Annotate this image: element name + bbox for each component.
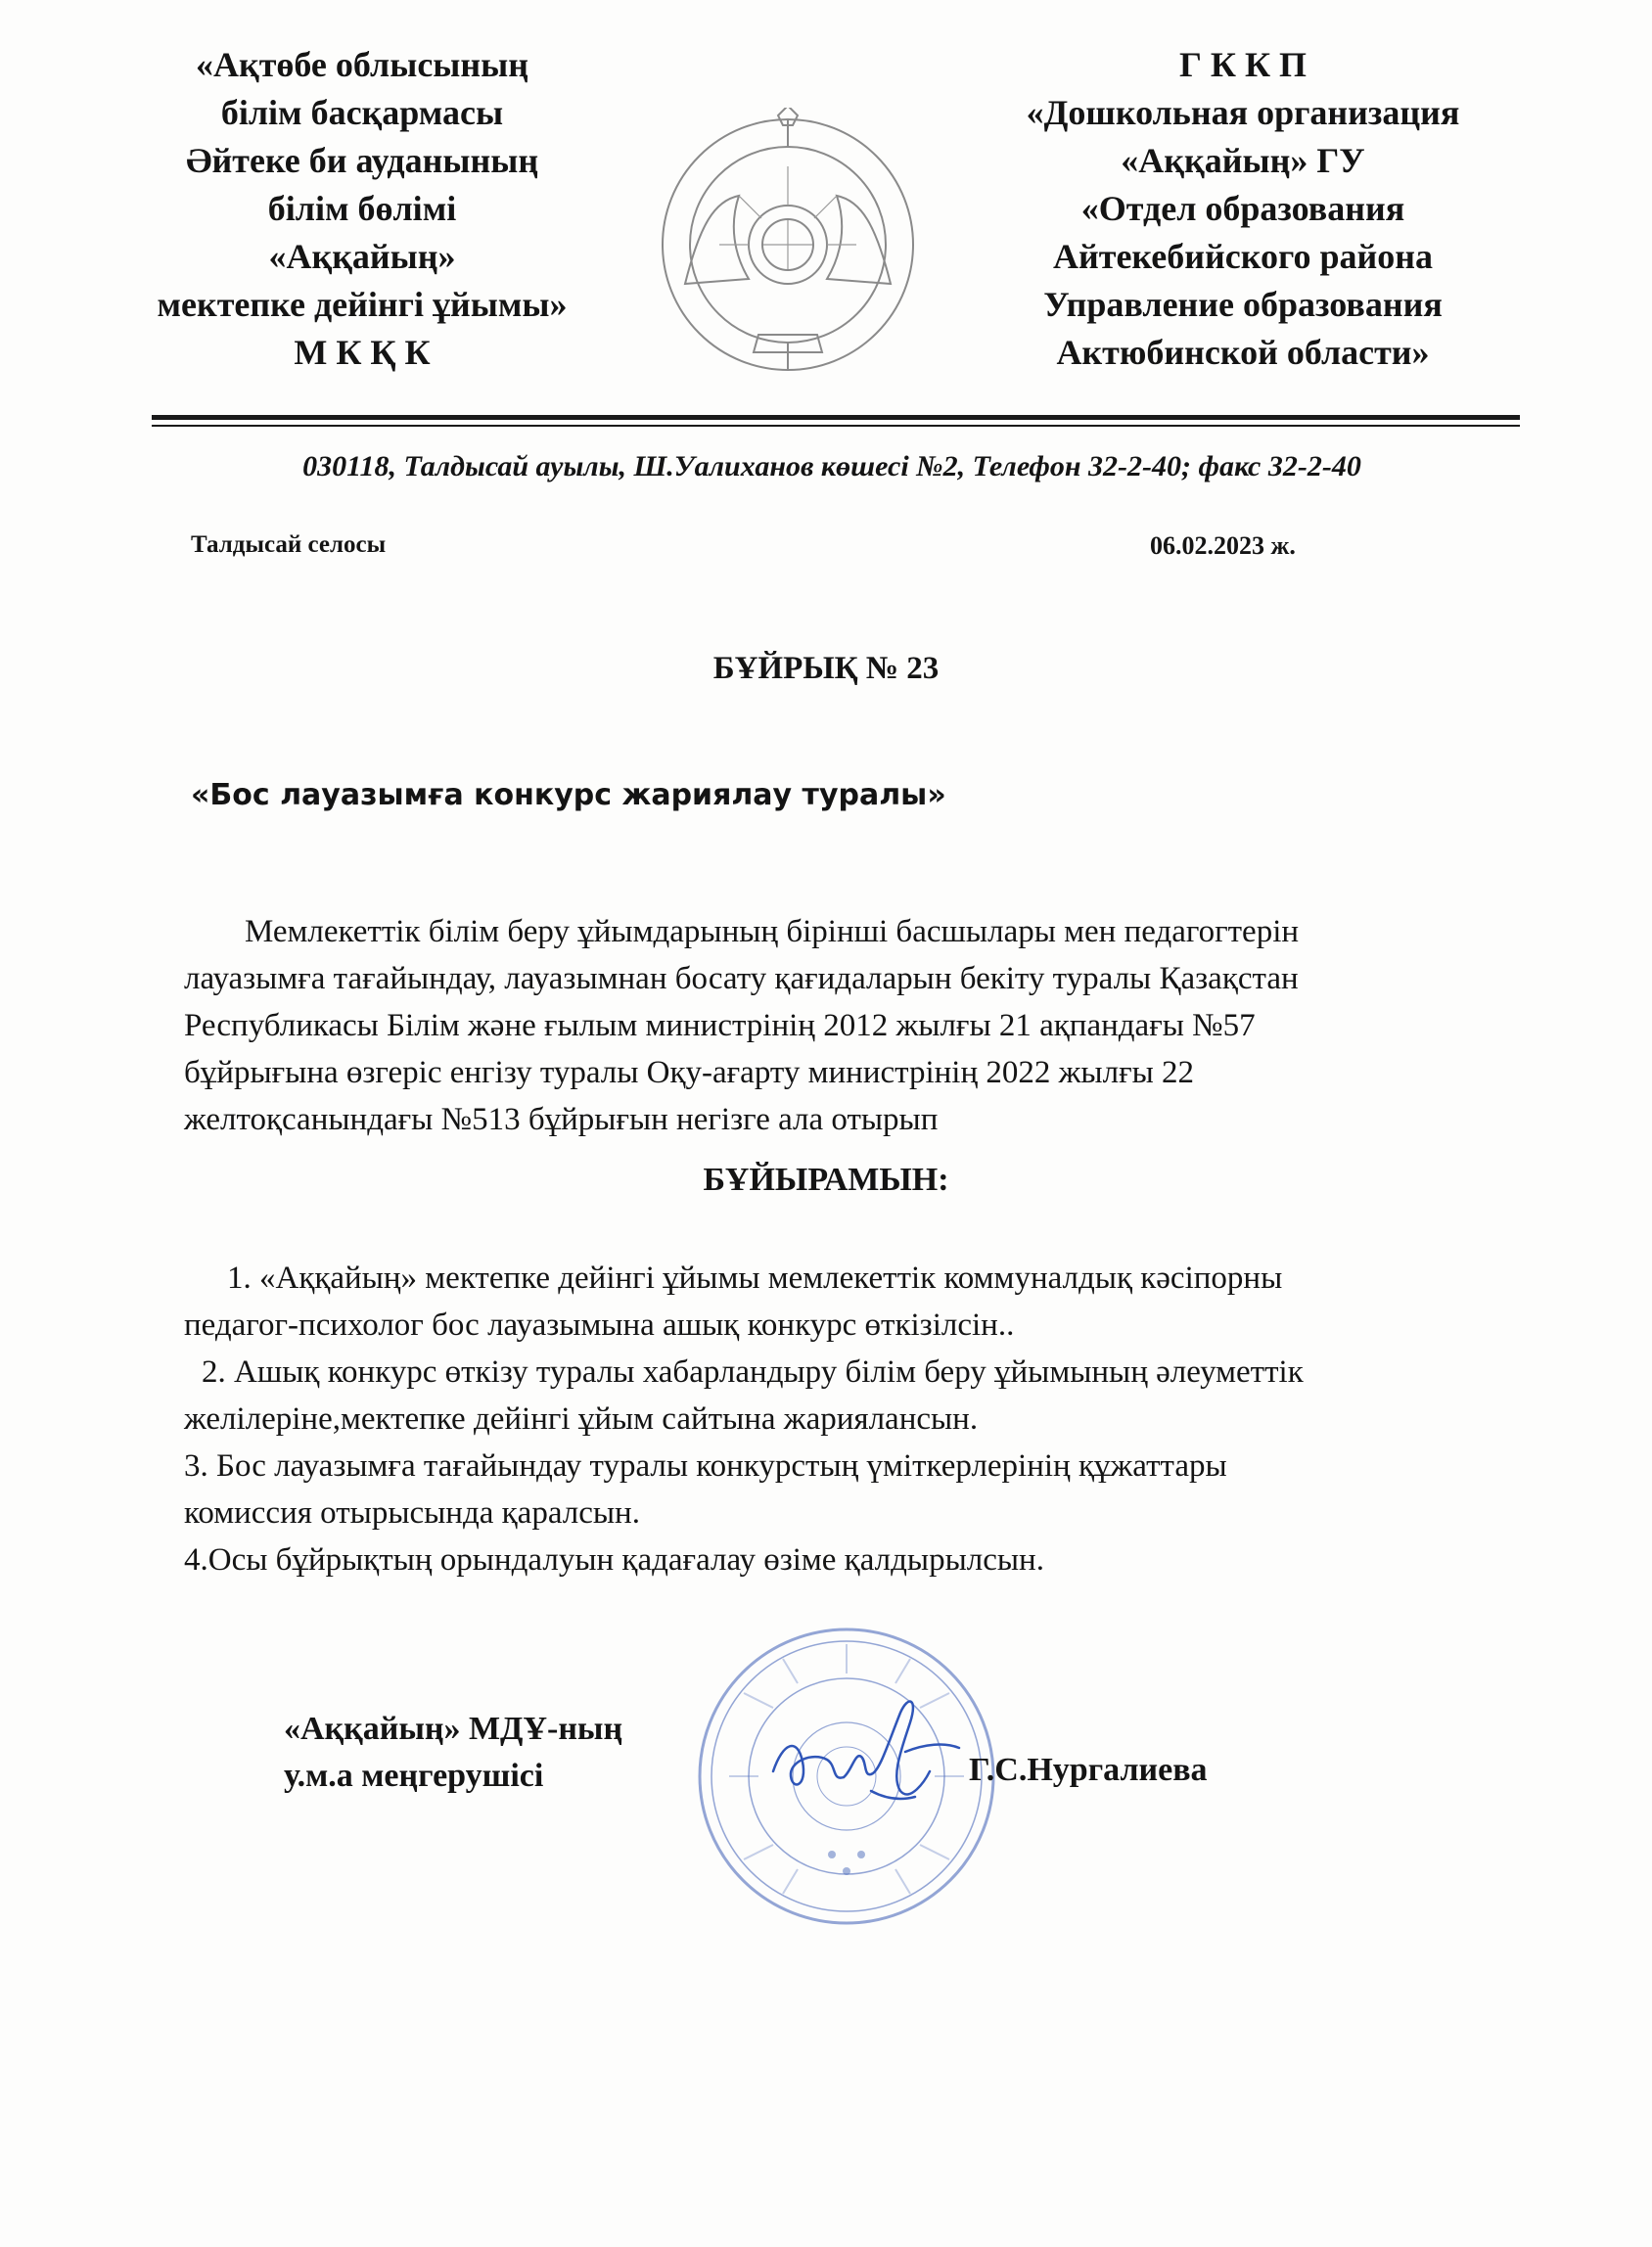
header-right-line: Айтекебийского района <box>1053 237 1433 276</box>
header-left-kazakh <box>157 41 568 377</box>
order-item-line: педагог-психолог бос лауазымына ашық конкурс өткізілсін.. <box>184 1307 1015 1343</box>
order-title: БҰЙРЫҚ № 23 <box>712 651 940 686</box>
order-items-list <box>184 1255 1515 1583</box>
order-item-line: комиссия отырысында қаралсын. <box>184 1495 640 1531</box>
preamble-line: Республикасы Білім және ғылым министрінің 2012 жылғы 21 ақпандағы №57 <box>184 1008 1256 1043</box>
preamble-line: бұйрығына өзгеріс енгізу туралы Оқу-ағарту министрінің 2022 жылғы 22 <box>184 1055 1195 1090</box>
order-item-line: 2. Ашық конкурс өткізу туралы хабарландыру білім беру ұйымының әлеуметтік <box>202 1354 1304 1390</box>
header-left-line: «Аққайың» <box>268 237 456 276</box>
place-label: Талдысай селосы <box>191 531 387 558</box>
header-divider-thick <box>152 415 1520 420</box>
header-left-line: М К Қ К <box>294 333 431 372</box>
handwritten-signature-icon <box>754 1683 969 1820</box>
signatory-name: Г.С.Нургалиева <box>969 1752 1208 1788</box>
preamble-line: лауазымға тағайындау, лауазымнан босату қағидаларын бекіту туралы Қазақстан <box>184 961 1299 996</box>
header-left-line: білім басқармасы <box>220 93 504 132</box>
state-emblem-icon <box>646 108 930 382</box>
order-item-line: 3. Бос лауазымға тағайындау туралы конкурстың үміткерлерінің құжаттары <box>184 1448 1227 1484</box>
header-divider-thin <box>152 425 1520 427</box>
header-right-line: «Дошкольная организация <box>1026 93 1460 132</box>
header-right-line: Актюбинской области» <box>1056 333 1430 372</box>
header-left-line: Әйтеке би ауданының <box>185 141 539 180</box>
header-right-russian <box>979 41 1507 377</box>
signatory-position-line: «Аққайың» МДҰ-ның <box>284 1711 623 1747</box>
header-right-line: «Аққайың» ГУ <box>1121 141 1365 180</box>
document-date: 06.02.2023 ж. <box>1150 531 1296 560</box>
header-left-line: білім бөлімі <box>267 189 457 228</box>
decree-heading: БҰЙЫРАМЫН: <box>703 1162 949 1198</box>
preamble-paragraph <box>184 908 1515 1143</box>
order-item-line: 1. «Аққайың» мектепке дейінгі ұйымы мемлекеттік коммуналдық кәсіпорны <box>227 1261 1283 1296</box>
preamble-line: желтоқсанындағы №513 бұйрығын негізге ала отырып <box>184 1102 939 1137</box>
header-right-line: Г К К П <box>1178 45 1308 84</box>
address-line: 030118, Талдысай ауылы, Ш.Уалиханов көшесі №2, Телефон 32-2-40; факс 32-2-40 <box>302 450 1361 482</box>
header-left-line: мектепке дейінгі ұйымы» <box>157 285 568 324</box>
signatory-position <box>284 1706 622 1800</box>
header-right-line: Управление образования <box>1043 285 1443 324</box>
order-item-line: 4.Осы бұйрықтың орындалуын қадағалау өзіме қалдырылсын. <box>184 1542 1044 1578</box>
order-item-line: желілеріне,мектепке дейінгі ұйым сайтына жариялансын. <box>184 1401 979 1437</box>
signatory-position-line: у.м.а меңгерушісі <box>284 1758 544 1794</box>
header-right-line: «Отдел образования <box>1080 189 1405 228</box>
header-left-line: «Ақтөбе облысының <box>195 45 528 84</box>
order-subject: «Бос лауазымға конкурс жариялау туралы» <box>191 778 946 812</box>
preamble-line: Мемлекеттік білім беру ұйымдарының бірінші басшылары мен педагогтерін <box>245 914 1300 949</box>
